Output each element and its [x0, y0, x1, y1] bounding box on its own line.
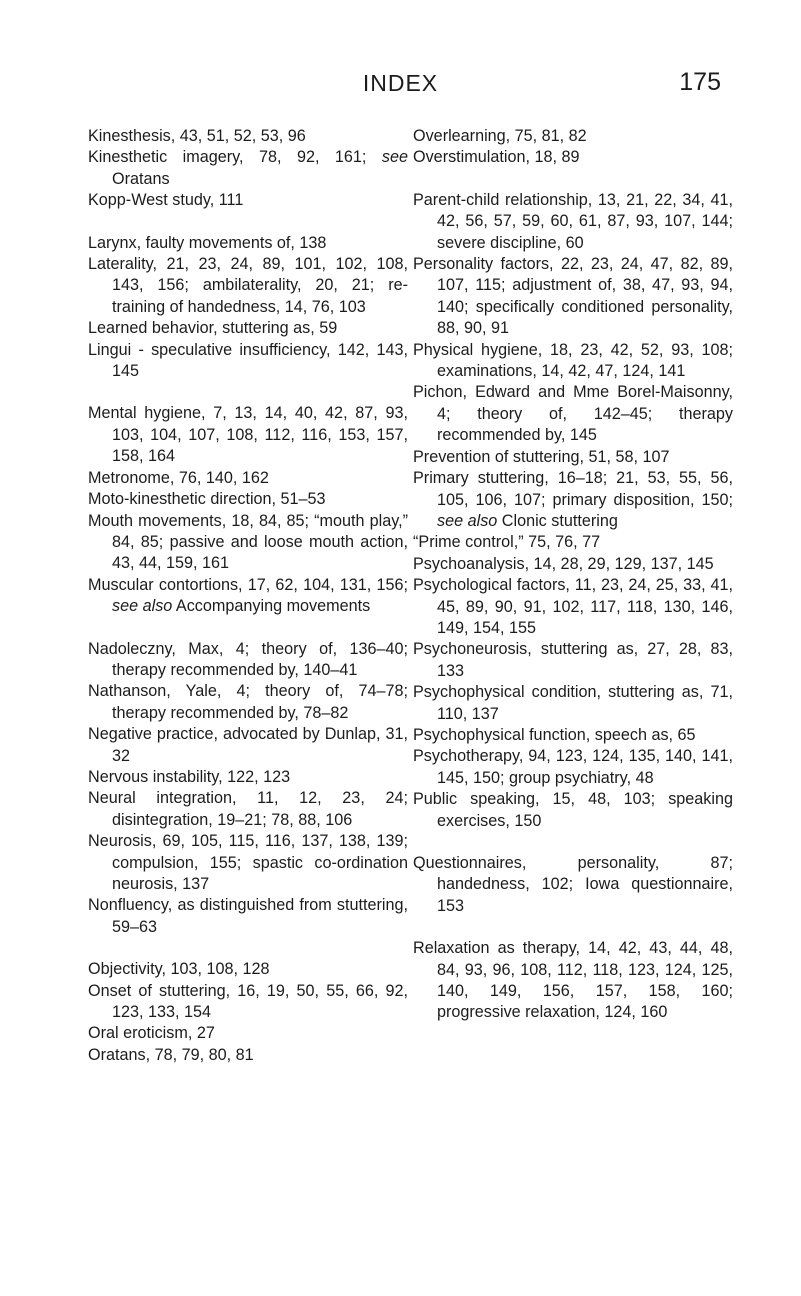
index-entry: Questionnaires, personality, 87; handedness, 102; Iowa questionnaire, 153: [413, 854, 733, 915]
index-entry: Mouth movements, 18, 84, 85; “mouth play,” 84, 85; passive and loose mouth action, 43, 44, 159, 161: [88, 511, 408, 573]
index-entry: Parent-child relationship, 13, 21, 22, 34, 41, 42, 56, 57, 59, 60, 61, 87, 93, 107, 144; severe discipline, 60: [413, 190, 733, 252]
index-entry: Neural integration, 11, 12, 23, 24; disintegration, 19–21; 78, 88, 106: [88, 789, 408, 829]
index-entry: Public speaking, 15, 48, 103; speaking exercises, 150: [413, 790, 733, 830]
index-entry: Mental hygiene, 7, 13, 14, 40, 42, 87, 93, 103, 104, 107, 108, 112, 116, 153, 157, 158, 164: [88, 404, 408, 466]
entry-text: Oratans: [112, 169, 170, 188]
page-title: INDEX: [362, 70, 439, 96]
index-entry: Psychophysical condition, stuttering as, 71, 110, 137: [413, 683, 733, 723]
see-also-reference: see: [381, 148, 408, 167]
index-entry: Overlearning, 75, 81, 82: [413, 127, 587, 145]
index-column-right: [413, 126, 733, 1024]
entry-text: Primary stuttering, 16–18; 21, 53, 55, 56, 105, 106, 107; primary disposition, 150;: [413, 469, 733, 509]
index-entry: Psychophysical function, speech as, 65: [413, 725, 696, 744]
index-entry: Onset of stuttering, 16, 19, 50, 55, 66, 92, 123, 133, 154: [88, 981, 408, 1022]
index-entry: Overstimulation, 18, 89: [413, 148, 580, 167]
entry-text: Accompanying movements: [172, 597, 371, 616]
index-entry: Oratans, 78, 79, 80, 81: [88, 1045, 254, 1064]
index-entry: Psychological factors, 11, 23, 24, 25, 33, 41, 45, 89, 90, 91, 102, 117, 118, 130, 146, 149, 154, 155: [413, 576, 733, 637]
index-entry: Objectivity, 103, 108, 128: [88, 960, 270, 979]
index-entry: Kinesthesis, 43, 51, 52, 53, 96: [88, 127, 306, 145]
index-entry: Negative practice, advocated by Dunlap, 31, 32: [88, 725, 408, 765]
page-number: 175: [679, 68, 721, 96]
index-entry: [88, 575, 408, 618]
index-entry: Learned behavior, stuttering as, 59: [88, 319, 338, 338]
index-entry: Nadoleczny, Max, 4; theory of, 136–40; therapy recommended by, 140–41: [88, 639, 408, 679]
index-entry: Metronome, 76, 140, 162: [88, 468, 269, 487]
entry-text: Muscular contortions, 17, 62, 104, 131, 156;: [88, 575, 408, 594]
index-entry: Neurosis, 69, 105, 115, 116, 137, 138, 139; compulsion, 155; spastic co-ordination neurosis, 137: [88, 832, 408, 893]
index-entry: Psychoneurosis, stuttering as, 27, 28, 83, 133: [413, 640, 733, 680]
entry-text: Clonic stuttering: [497, 511, 618, 530]
see-also-reference: see also: [112, 597, 173, 616]
index-column-left: [88, 126, 408, 1066]
index-entry: Larynx, faulty movements of, 138: [88, 233, 327, 252]
entry-text: Kinesthetic imagery, 78, 92, 161;: [88, 148, 382, 167]
index-entry: Nathanson, Yale, 4; theory of, 74–78; therapy recommended by, 78–82: [88, 682, 408, 722]
index-entry: Prevention of stuttering, 51, 58, 107: [413, 447, 670, 466]
index-entry: Lingui - speculative insufficiency, 142, 143, 145: [88, 340, 408, 381]
index-entry: Personality factors, 22, 23, 24, 47, 82, 89, 107, 115; adjustment of, 38, 47, 93, 94, 140; specifically conditioned personality, 88, 90, 91: [413, 255, 733, 338]
index-entry: [413, 468, 733, 532]
index-entry: Nonfluency, as distinguished from stuttering, 59–63: [88, 896, 408, 936]
index-entry: Oral eroticism, 27: [88, 1024, 215, 1043]
index-entry: Relaxation as therapy, 14, 42, 43, 44, 48, 84, 93, 96, 108, 112, 118, 123, 124, 125, 140, 149, 156, 157, 158, 160; progressive relaxation, 124, 160: [413, 939, 733, 1022]
index-entry: Moto-kinesthetic direction, 51–53: [88, 490, 326, 509]
index-entry: Nervous instability, 122, 123: [88, 767, 291, 786]
index-entry: Psychoanalysis, 14, 28, 29, 129, 137, 145: [413, 554, 714, 573]
index-entry: Kopp-West study, 111: [88, 191, 244, 210]
index-entry: Pichon, Edward and Mme Borel-Maisonny, 4; theory of, 142–45; therapy recommended by, 145: [413, 383, 733, 445]
index-entry: “Prime control,” 75, 76, 77: [413, 533, 601, 552]
index-entry: Laterality, 21, 23, 24, 89, 101, 102, 108, 143, 156; ambilaterality, 20, 21; re-training of handedness, 14, 76, 103: [88, 255, 408, 316]
index-entry: Psychotherapy, 94, 123, 124, 135, 140, 141, 145, 150; group psychiatry, 48: [413, 747, 733, 787]
index-entry: [88, 147, 408, 190]
see-also-reference: see also: [437, 511, 498, 530]
index-entry: Physical hygiene, 18, 23, 42, 52, 93, 108; examinations, 14, 42, 47, 124, 141: [413, 340, 733, 381]
